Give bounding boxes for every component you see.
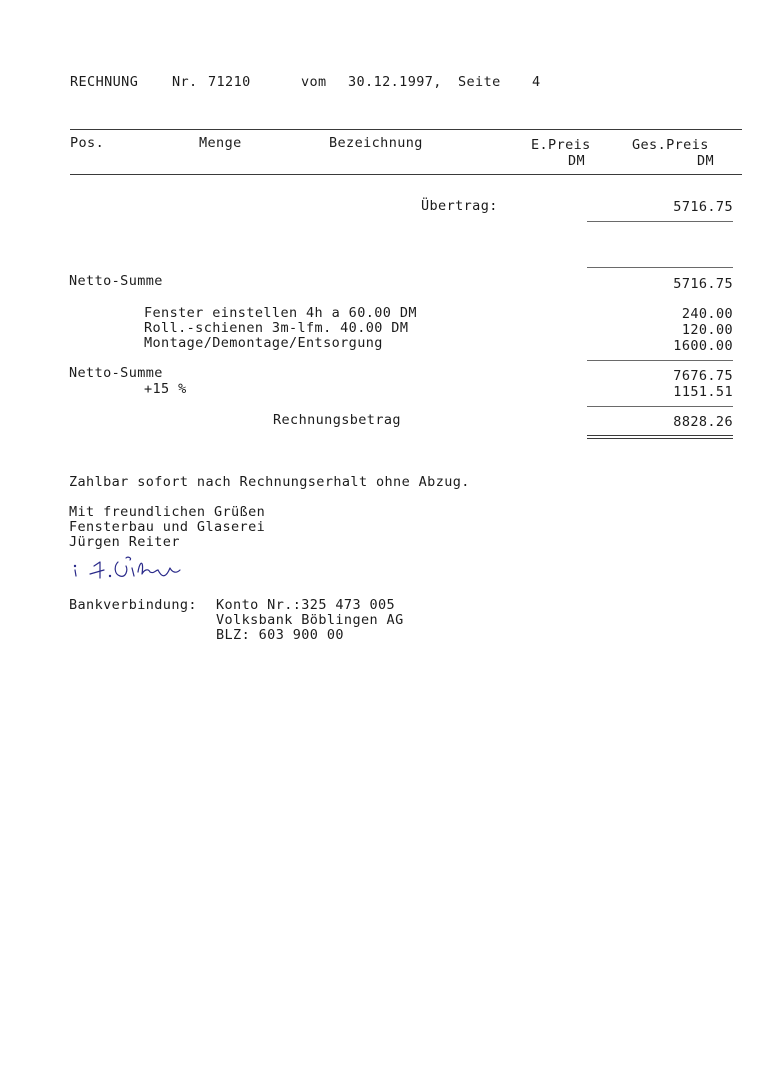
col-gespreis: Ges.Preis: [632, 137, 709, 153]
total-value: 8828.26: [673, 414, 733, 430]
bank-account: Konto Nr.:325 473 005: [216, 597, 396, 613]
col-pos: Pos.: [70, 135, 105, 151]
date-label: vom: [301, 74, 327, 90]
doc-type: RECHNUNG: [70, 74, 139, 90]
tax-value: 1151.51: [673, 384, 733, 400]
net-sum-1-top-rule: [587, 267, 733, 268]
handwritten-signature: [70, 556, 190, 586]
col-bezeichnung: Bezeichnung: [329, 135, 423, 151]
closing-name: Jürgen Reiter: [69, 534, 180, 550]
bank-name: Volksbank Böblingen AG: [216, 612, 404, 628]
net-sum-2-label: Netto-Summe: [69, 365, 163, 381]
header-top-rule: [70, 129, 742, 130]
closing-company: Fensterbau und Glaserei: [69, 519, 266, 535]
col-epreis-unit: DM: [568, 153, 586, 169]
header-bottom-rule: [70, 174, 742, 175]
col-gespreis-unit: DM: [697, 153, 715, 169]
bank-blz: BLZ: 603 900 00: [216, 627, 344, 643]
closing-greeting: Mit freundlichen Grüßen: [69, 504, 266, 520]
net-sum-2-top-rule: [587, 360, 733, 361]
invoice-date: 30.12.1997,: [348, 74, 442, 90]
total-top-rule: [587, 406, 733, 407]
col-epreis: E.Preis: [531, 137, 591, 153]
bank-label: Bankverbindung:: [69, 597, 197, 613]
col-menge: Menge: [199, 135, 242, 151]
total-double-rule: [587, 435, 733, 439]
page-number: 4: [532, 74, 541, 90]
carry-over-label: Übertrag:: [421, 198, 498, 214]
carry-over-value: 5716.75: [673, 199, 733, 215]
invoice-number-label: Nr.: [172, 74, 198, 90]
net-sum-2-value: 7676.75: [673, 368, 733, 384]
page-label: Seite: [458, 74, 501, 90]
line-item-amount: 120.00: [681, 322, 733, 338]
invoice-number: 71210: [208, 74, 251, 90]
payment-terms: Zahlbar sofort nach Rechnungserhalt ohne Abzug.: [69, 474, 470, 490]
line-item-amount: 240.00: [681, 306, 733, 322]
line-item-description: Roll.-schienen 3m-lfm. 40.00 DM: [144, 320, 409, 336]
total-label: Rechnungsbetrag: [273, 412, 401, 428]
tax-label: +15 %: [144, 381, 187, 397]
line-item-description: Fenster einstellen 4h a 60.00 DM: [144, 305, 417, 321]
carry-over-rule: [587, 221, 733, 222]
net-sum-1-label: Netto-Summe: [69, 273, 163, 289]
line-item-description: Montage/Demontage/Entsorgung: [144, 335, 383, 351]
net-sum-1-value: 5716.75: [673, 276, 733, 292]
line-item-amount: 1600.00: [673, 338, 733, 354]
